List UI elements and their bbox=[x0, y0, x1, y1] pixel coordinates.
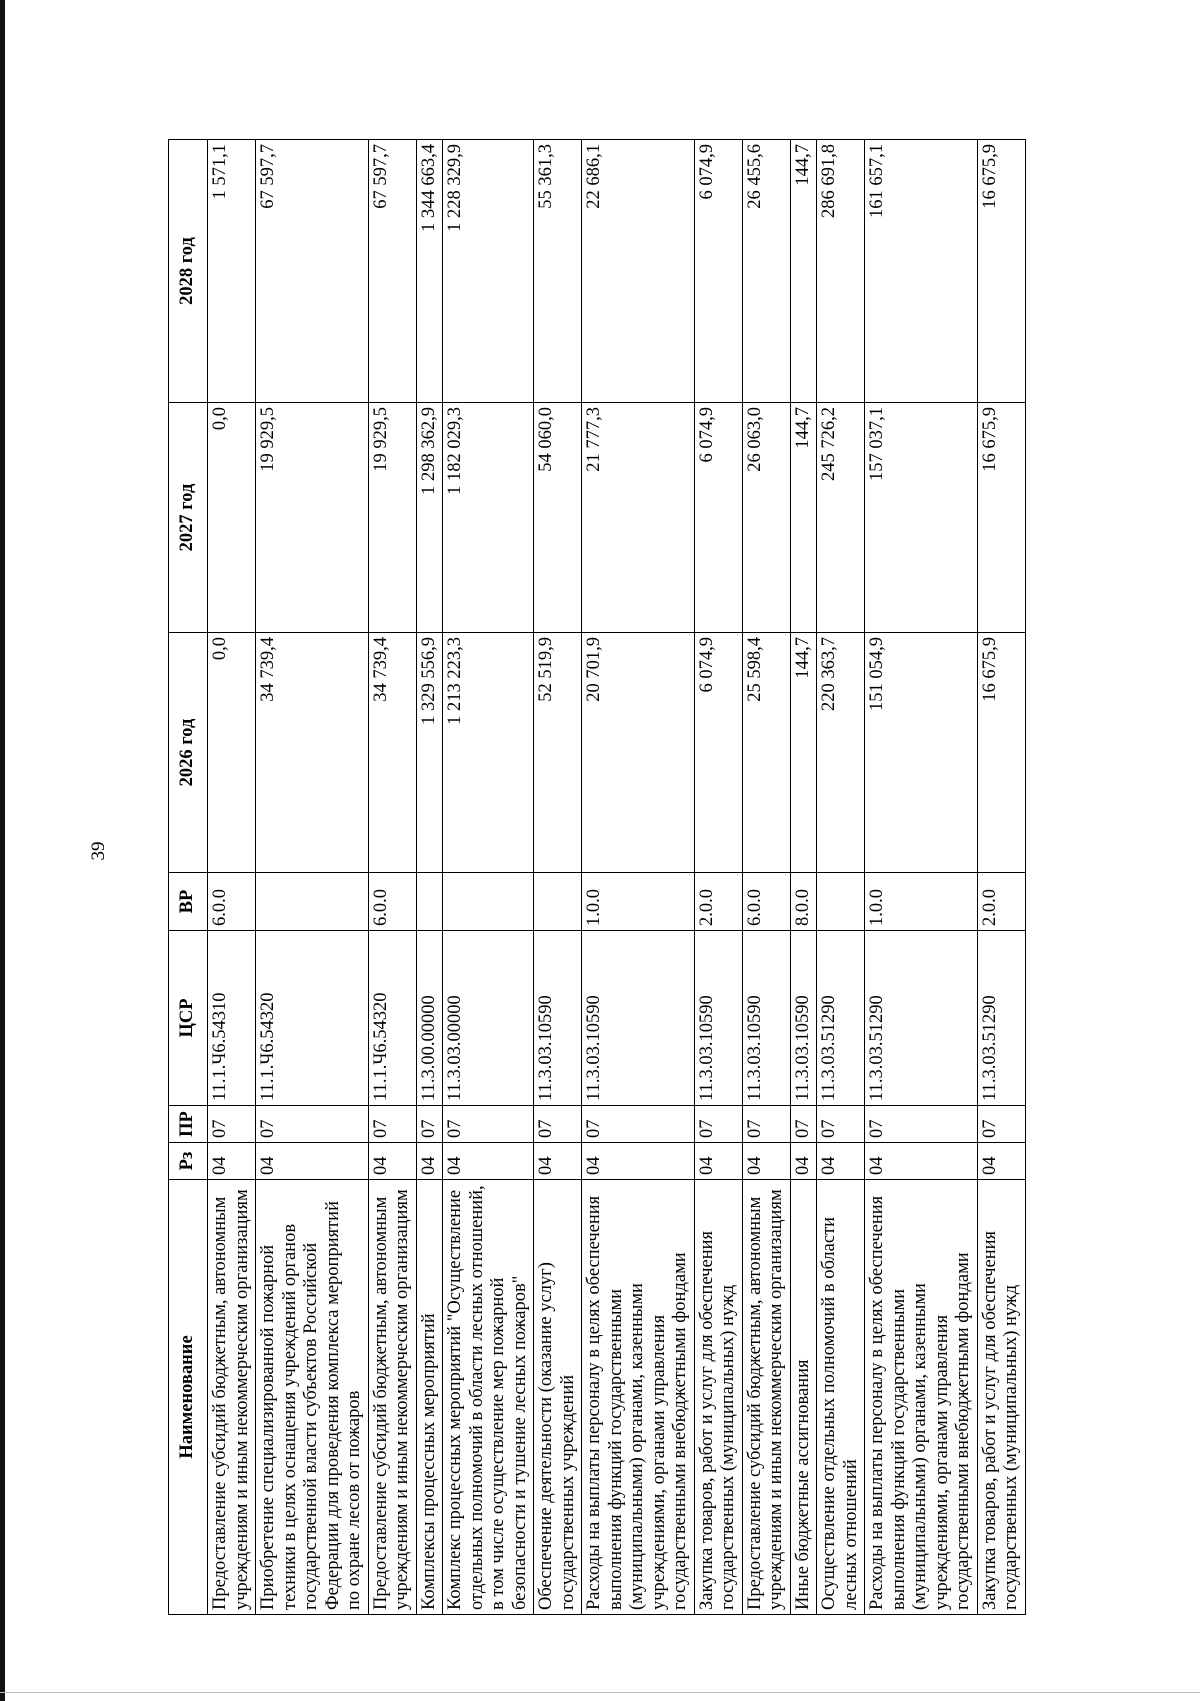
cell-vr: 1.0.0 bbox=[582, 873, 695, 931]
cell-y2028: 286 691,8 bbox=[817, 140, 865, 403]
table-row bbox=[443, 140, 534, 1615]
rotated-table-wrapper bbox=[168, 140, 1021, 1615]
table-row bbox=[817, 140, 865, 1615]
cell-vr: 8.0.0 bbox=[790, 873, 817, 931]
cell-vr bbox=[416, 873, 443, 931]
header-vr: ВР bbox=[169, 873, 208, 931]
header-pr: ПР bbox=[169, 1106, 208, 1143]
cell-y2027: 54 060,0 bbox=[534, 403, 582, 633]
cell-rz: 04 bbox=[534, 1143, 582, 1180]
cell-vr: 2.0.0 bbox=[694, 873, 742, 931]
cell-csr: 11.3.03.10590 bbox=[742, 931, 790, 1106]
table-row bbox=[534, 140, 582, 1615]
cell-vr bbox=[256, 873, 369, 931]
cell-pr: 07 bbox=[694, 1106, 742, 1143]
cell-name: Осуществление отдельных полномочий в области лесных отношений bbox=[817, 1180, 865, 1615]
cell-csr: 11.1.Ч6.54320 bbox=[368, 931, 416, 1106]
scan-edge bbox=[0, 0, 5, 1701]
cell-y2028: 67 597,7 bbox=[256, 140, 369, 403]
cell-csr: 11.1.Ч6.54320 bbox=[256, 931, 369, 1106]
cell-vr: 1.0.0 bbox=[865, 873, 978, 931]
cell-pr: 07 bbox=[443, 1106, 534, 1143]
table-row bbox=[256, 140, 369, 1615]
cell-pr: 07 bbox=[416, 1106, 443, 1143]
cell-name: Закупка товаров, работ и услуг для обеспечения государственных (муниципальных) нужд bbox=[977, 1180, 1025, 1615]
cell-y2028: 26 455,6 bbox=[742, 140, 790, 403]
cell-rz: 04 bbox=[865, 1143, 978, 1180]
cell-vr bbox=[817, 873, 865, 931]
cell-rz: 04 bbox=[790, 1143, 817, 1180]
table-row bbox=[977, 140, 1025, 1615]
table-row bbox=[208, 140, 256, 1615]
cell-csr: 11.1.Ч6.54310 bbox=[208, 931, 256, 1106]
header-2027: 2027 год bbox=[169, 403, 208, 633]
cell-csr: 11.3.03.10590 bbox=[694, 931, 742, 1106]
cell-name: Приобретение специализированной пожарной техники в целях оснащения учреждений органов государственной власти субъектов Российской Федерации для проведения комплекса мероприятий по охране лесов от пожаров bbox=[256, 1180, 369, 1615]
cell-name: Расходы на выплаты персоналу в целях обеспечения выполнения функций государственными (муниципальными) органами, казенными учреждениями, органами управления государственными внебюджетными фондами bbox=[582, 1180, 695, 1615]
table-row bbox=[416, 140, 443, 1615]
cell-y2027: 1 298 362,9 bbox=[416, 403, 443, 633]
cell-csr: 11.3.03.10590 bbox=[582, 931, 695, 1106]
cell-name: Комплексы процессных мероприятий bbox=[416, 1180, 443, 1615]
cell-name: Закупка товаров, работ и услуг для обеспечения государственных (муниципальных) нужд bbox=[694, 1180, 742, 1615]
cell-y2028: 144,7 bbox=[790, 140, 817, 403]
cell-y2027: 157 037,1 bbox=[865, 403, 978, 633]
cell-csr: 11.3.03.51290 bbox=[977, 931, 1025, 1106]
cell-vr bbox=[443, 873, 534, 931]
cell-y2026: 20 701,9 bbox=[582, 633, 695, 873]
cell-pr: 07 bbox=[256, 1106, 369, 1143]
cell-y2028: 1 228 329,9 bbox=[443, 140, 534, 403]
table-body bbox=[208, 140, 1026, 1615]
cell-rz: 04 bbox=[443, 1143, 534, 1180]
cell-y2027: 0,0 bbox=[208, 403, 256, 633]
cell-y2027: 144,7 bbox=[790, 403, 817, 633]
cell-y2026: 25 598,4 bbox=[742, 633, 790, 873]
cell-vr: 2.0.0 bbox=[977, 873, 1025, 931]
cell-name: Предоставление субсидий бюджетным, автономным учреждениям и иным некоммерческим организациям bbox=[208, 1180, 256, 1615]
table-row bbox=[742, 140, 790, 1615]
cell-rz: 04 bbox=[742, 1143, 790, 1180]
cell-y2026: 34 739,4 bbox=[368, 633, 416, 873]
cell-y2026: 1 213 223,3 bbox=[443, 633, 534, 873]
header-2026: 2026 год bbox=[169, 633, 208, 873]
cell-pr: 07 bbox=[817, 1106, 865, 1143]
cell-y2028: 1 571,1 bbox=[208, 140, 256, 403]
cell-name: Комплекс процессных мероприятий "Осуществление отдельных полномочий в области лесных отношений, в том числе осуществление мер пожарной безопасности и тушение лесных пожаров" bbox=[443, 1180, 534, 1615]
cell-y2028: 22 686,1 bbox=[582, 140, 695, 403]
cell-y2027: 245 726,2 bbox=[817, 403, 865, 633]
cell-y2026: 151 054,9 bbox=[865, 633, 978, 873]
cell-csr: 11.3.00.00000 bbox=[416, 931, 443, 1106]
cell-rz: 04 bbox=[582, 1143, 695, 1180]
budget-table bbox=[168, 139, 1026, 1615]
cell-name: Предоставление субсидий бюджетным, автономным учреждениям и иным некоммерческим организациям bbox=[368, 1180, 416, 1615]
cell-pr: 07 bbox=[865, 1106, 978, 1143]
cell-pr: 07 bbox=[368, 1106, 416, 1143]
cell-pr: 07 bbox=[534, 1106, 582, 1143]
header-name: Наименование bbox=[169, 1180, 208, 1615]
cell-y2028: 6 074,9 bbox=[694, 140, 742, 403]
table-row bbox=[790, 140, 817, 1615]
scan-bottom-line bbox=[0, 1692, 1200, 1693]
cell-csr: 11.3.03.51290 bbox=[817, 931, 865, 1106]
cell-y2028: 1 344 663,4 bbox=[416, 140, 443, 403]
header-csr: ЦСР bbox=[169, 931, 208, 1106]
cell-csr: 11.3.03.00000 bbox=[443, 931, 534, 1106]
cell-pr: 07 bbox=[582, 1106, 695, 1143]
cell-y2028: 55 361,3 bbox=[534, 140, 582, 403]
cell-rz: 04 bbox=[694, 1143, 742, 1180]
page-number: 39 bbox=[88, 841, 109, 861]
cell-y2028: 16 675,9 bbox=[977, 140, 1025, 403]
cell-y2026: 16 675,9 bbox=[977, 633, 1025, 873]
header-2028: 2028 год bbox=[169, 140, 208, 403]
cell-y2026: 144,7 bbox=[790, 633, 817, 873]
cell-rz: 04 bbox=[817, 1143, 865, 1180]
cell-y2027: 19 929,5 bbox=[256, 403, 369, 633]
cell-y2027: 21 777,3 bbox=[582, 403, 695, 633]
cell-y2027: 6 074,9 bbox=[694, 403, 742, 633]
cell-y2026: 52 519,9 bbox=[534, 633, 582, 873]
cell-csr: 11.3.03.10590 bbox=[534, 931, 582, 1106]
cell-y2027: 1 182 029,3 bbox=[443, 403, 534, 633]
cell-vr: 6.0.0 bbox=[368, 873, 416, 931]
cell-y2026: 220 363,7 bbox=[817, 633, 865, 873]
cell-y2027: 16 675,9 bbox=[977, 403, 1025, 633]
cell-rz: 04 bbox=[416, 1143, 443, 1180]
table-row bbox=[865, 140, 978, 1615]
table-row bbox=[694, 140, 742, 1615]
header-rz: Рз bbox=[169, 1143, 208, 1180]
cell-vr: 6.0.0 bbox=[742, 873, 790, 931]
cell-csr: 11.3.03.51290 bbox=[865, 931, 978, 1106]
cell-y2028: 161 657,1 bbox=[865, 140, 978, 403]
cell-vr bbox=[534, 873, 582, 931]
cell-vr: 6.0.0 bbox=[208, 873, 256, 931]
cell-y2026: 0,0 bbox=[208, 633, 256, 873]
cell-rz: 04 bbox=[256, 1143, 369, 1180]
cell-name: Обеспечение деятельности (оказание услуг) государственных учреждений bbox=[534, 1180, 582, 1615]
cell-y2026: 34 739,4 bbox=[256, 633, 369, 873]
table-header-row bbox=[169, 140, 208, 1615]
cell-pr: 07 bbox=[742, 1106, 790, 1143]
table-row bbox=[582, 140, 695, 1615]
cell-csr: 11.3.03.10590 bbox=[790, 931, 817, 1106]
cell-name: Расходы на выплаты персоналу в целях обеспечения выполнения функций государственными (муниципальными) органами, казенными учреждениями, органами управления государственными внебюджетными фондами bbox=[865, 1180, 978, 1615]
table-row bbox=[368, 140, 416, 1615]
cell-y2026: 1 329 556,9 bbox=[416, 633, 443, 873]
cell-y2028: 67 597,7 bbox=[368, 140, 416, 403]
cell-pr: 07 bbox=[790, 1106, 817, 1143]
cell-y2027: 19 929,5 bbox=[368, 403, 416, 633]
cell-y2027: 26 063,0 bbox=[742, 403, 790, 633]
cell-name: Предоставление субсидий бюджетным, автономным учреждениям и иным некоммерческим организациям bbox=[742, 1180, 790, 1615]
cell-rz: 04 bbox=[368, 1143, 416, 1180]
cell-name: Иные бюджетные ассигнования bbox=[790, 1180, 817, 1615]
cell-rz: 04 bbox=[977, 1143, 1025, 1180]
cell-rz: 04 bbox=[208, 1143, 256, 1180]
cell-pr: 07 bbox=[977, 1106, 1025, 1143]
cell-y2026: 6 074,9 bbox=[694, 633, 742, 873]
cell-pr: 07 bbox=[208, 1106, 256, 1143]
